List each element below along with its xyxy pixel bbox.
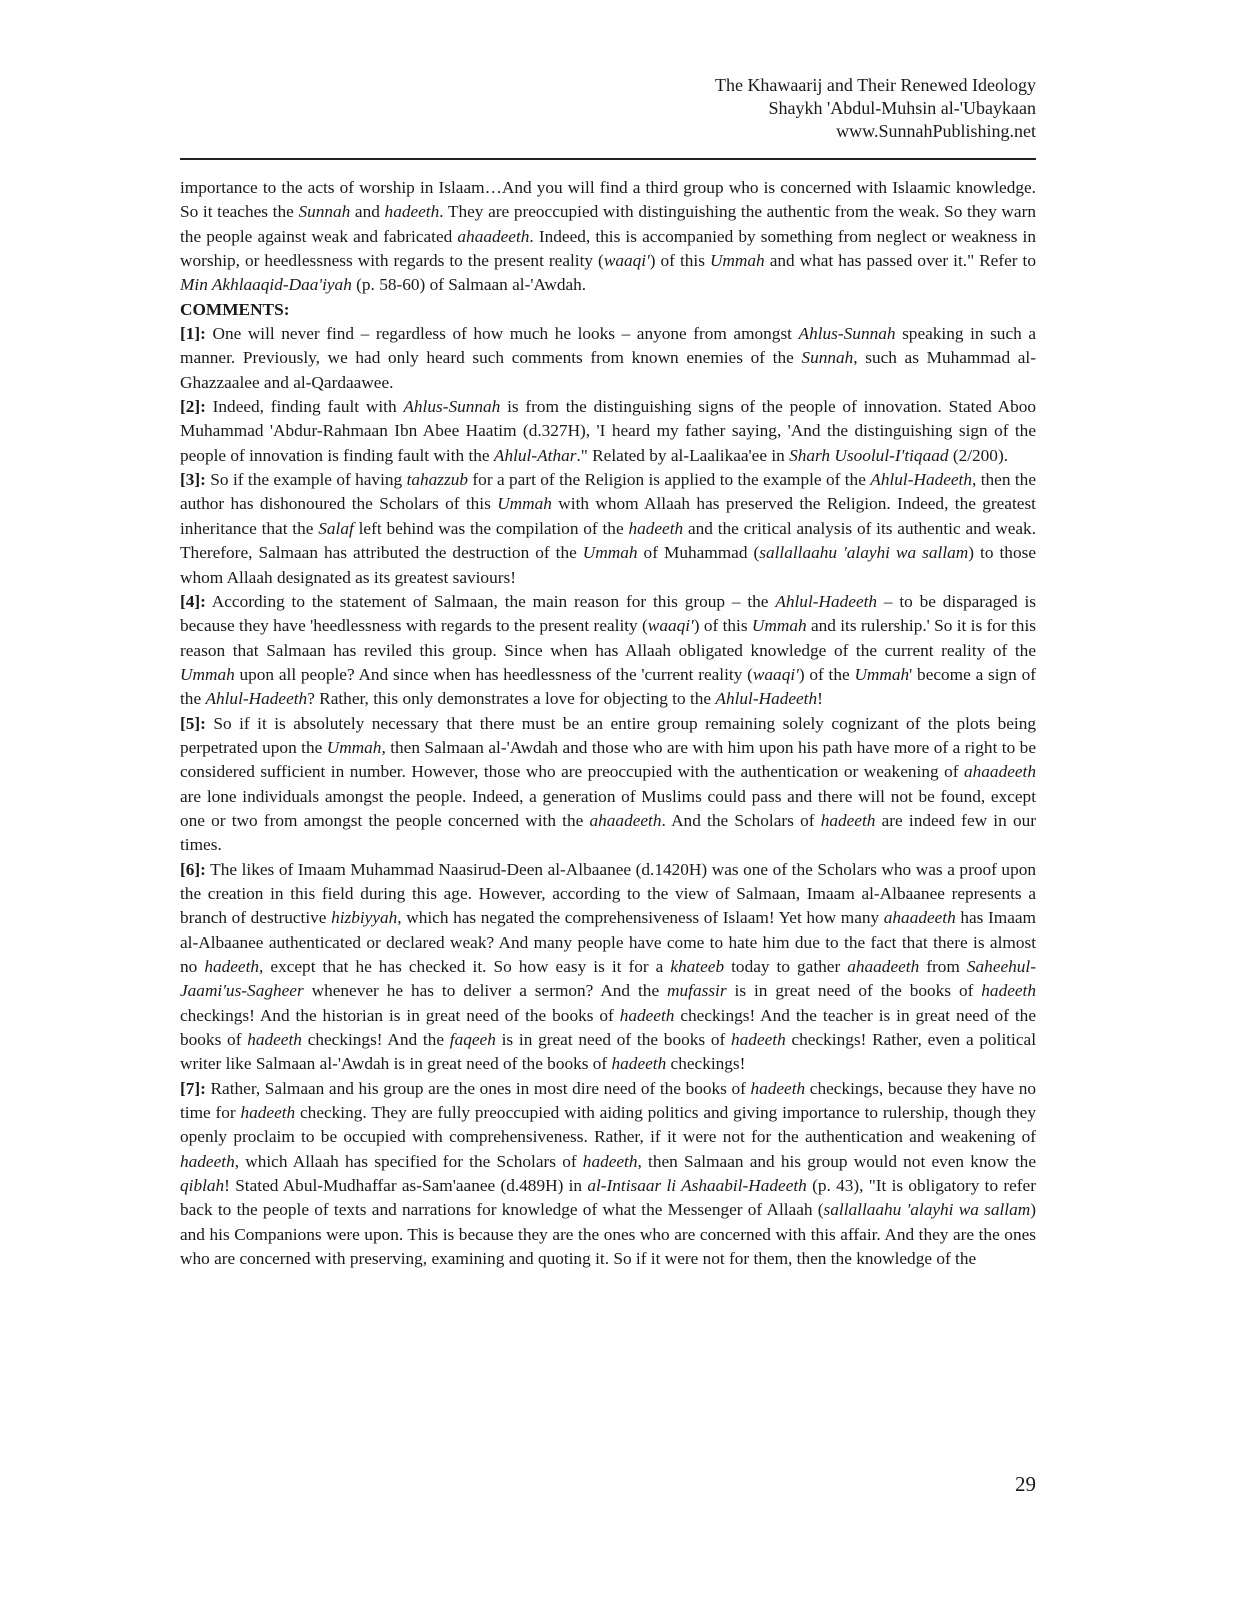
comment-number: [2]: — [180, 397, 206, 417]
comment-paragraph: [7]: Rather, Salmaan and his group are the ones in most dire need of the books of hadeeth checkings, because they have no time for hadeeth checking. They are fully preoccupied with aiding politics and giving importance to rulership, though they openly proclaim to be occupied with comprehensiveness. Rather, if it were not for the authentication and weakening of hadeeth, which Allaah has specified for the Scholars of hadeeth, then Salmaan and his group would not even know the qiblah! Stated Abul-Mudhaffar as-Sam'aanee (d.489H) in al-Intisaar li Ashaabil-Hadeeth (p. 43), "It is obligatory to refer back to the people of texts and narrations for knowledge of what the Messenger of Allaah (sallallaahu 'alayhi wa sallam) and his Companions were upon. This is because they are the ones who are concerned with this affair. And they are the ones who are concerned with preserving, examining and quoting it. So if it were not for them, then the knowledge of the — [180, 1078, 1036, 1269]
comment-number: [1]: — [180, 324, 206, 344]
comment-number: [5]: — [180, 713, 206, 733]
comment-paragraph: [2]: Indeed, finding fault with Ahlus-Sunnah is from the distinguishing signs of the people of innovation. Stated Aboo Muhammad 'Abdur-Rahmaan Ibn Abee Haatim (d.327H), 'I heard my father saying, 'And the distinguishing sign of the people of innovation is finding fault with the Ahlul-Athar." Related by al-Laalikaa'ee in Sharh Usoolul-I'tiqaad (2/200). — [180, 397, 1036, 465]
comments-heading: COMMENTS: — [180, 299, 290, 319]
comment-number: [4]: — [180, 591, 206, 611]
author-name: Shaykh 'Abdul-Muhsin al-'Ubaykaan — [768, 98, 1036, 118]
comments-list — [180, 322, 1036, 1271]
comment-paragraph: [5]: So if it is absolutely necessary that there must be an entire group remaining solely cognizant of the plots being perpetrated upon the Ummah, then Salmaan al-'Awdah and those who are with him upon his path have more of a right to be considered sufficient in number. However, those who are preoccupied with the authentication or weakening of ahaadeeth are lone individuals amongst the people. Indeed, a generation of Muslims could pass and there will not be found, except one or two from amongst the people concerned with the ahaadeeth. And the Scholars of hadeeth are indeed few in our times. — [180, 713, 1036, 855]
header-divider — [180, 158, 1036, 160]
page-header — [715, 74, 1036, 143]
comment-number: [6]: — [180, 859, 206, 879]
website-link[interactable]: www.SunnahPublishing.net — [836, 121, 1036, 141]
page-body — [180, 176, 1036, 1271]
book-title: The Khawaarij and Their Renewed Ideology — [714, 75, 1036, 95]
comment-paragraph: [1]: One will never find – regardless of how much he looks – anyone from amongst Ahlus-Sunnah speaking in such a manner. Previously, we had only heard such comments from known enemies of the Sunnah, such as Muhammad al-Ghazzaalee and al-Qardaawee. — [180, 324, 1036, 392]
page-number: 29 — [1015, 1472, 1036, 1496]
intro-paragraph: importance to the acts of worship in Islaam…And you will find a third group who is concerned with Islaamic knowledge. So it teaches the Sunnah and hadeeth. They are preoccupied with distinguishing the authentic from the weak. So they warn the people against weak and fabricated ahaadeeth. Indeed, this is accompanied by something from neglect or weakness in worship, or heedlessness with regards to the present reality (waaqi') of this Ummah and what has passed over it." Refer to Min Akhlaaqid-Daa'iyah (p. 58-60) of Salmaan al-'Awdah. — [180, 178, 1036, 295]
comment-number: [3]: — [180, 470, 206, 490]
comment-paragraph: [6]: The likes of Imaam Muhammad Naasirud-Deen al-Albaanee (d.1420H) was one of the Scholars who was a proof upon the creation in this field during this age. However, according to the view of Salmaan, Imaam al-Albaanee represents a branch of destructive hizbiyyah, which has negated the comprehensiveness of Islaam! Yet how many ahaadeeth has Imaam al-Albaanee authenticated or declared weak? And many people have come to hate him due to the fact that there is almost no hadeeth, except that he has checked it. So how easy is it for a khateeb today to gather ahaadeeth from Saheehul-Jaami'us-Sagheer whenever he has to deliver a sermon? And the mufassir is in great need of the books of hadeeth checkings! And the historian is in great need of the books of hadeeth checkings! And the teacher is in great need of the books of hadeeth checkings! And the faqeeh is in great need of the books of hadeeth checkings! Rather, even a political writer like Salmaan al-'Awdah is in great need of the books of hadeeth checkings! — [180, 859, 1037, 1074]
comment-paragraph: [3]: So if the example of having tahazzub for a part of the Religion is applied to the example of the Ahlul-Hadeeth, then the author has dishonoured the Scholars of this Ummah with whom Allaah has preserved the Religion. Indeed, the greatest inheritance that the Salaf left behind was the compilation of the hadeeth and the critical analysis of its authentic and weak. Therefore, Salmaan has attributed the destruction of the Ummah of Muhammad (sallallaahu 'alayhi wa sallam) to those whom Allaah designated as its greatest saviours! — [180, 470, 1037, 587]
comment-number: [7]: — [180, 1078, 206, 1098]
comment-paragraph: [4]: According to the statement of Salmaan, the main reason for this group – the Ahlul-Hadeeth – to be disparaged is because they have 'heedlessness with regards to the present reality (waaqi') of this Ummah and its rulership.' So it is for this reason that Salmaan has reviled this group. Since when has Allaah obligated knowledge of the current reality of the Ummah upon all people? And since when has heedlessness of the 'current reality (waaqi') of the Ummah' become a sign of the Ahlul-Hadeeth? Rather, this only demonstrates a love for objecting to the Ahlul-Hadeeth! — [180, 591, 1036, 709]
